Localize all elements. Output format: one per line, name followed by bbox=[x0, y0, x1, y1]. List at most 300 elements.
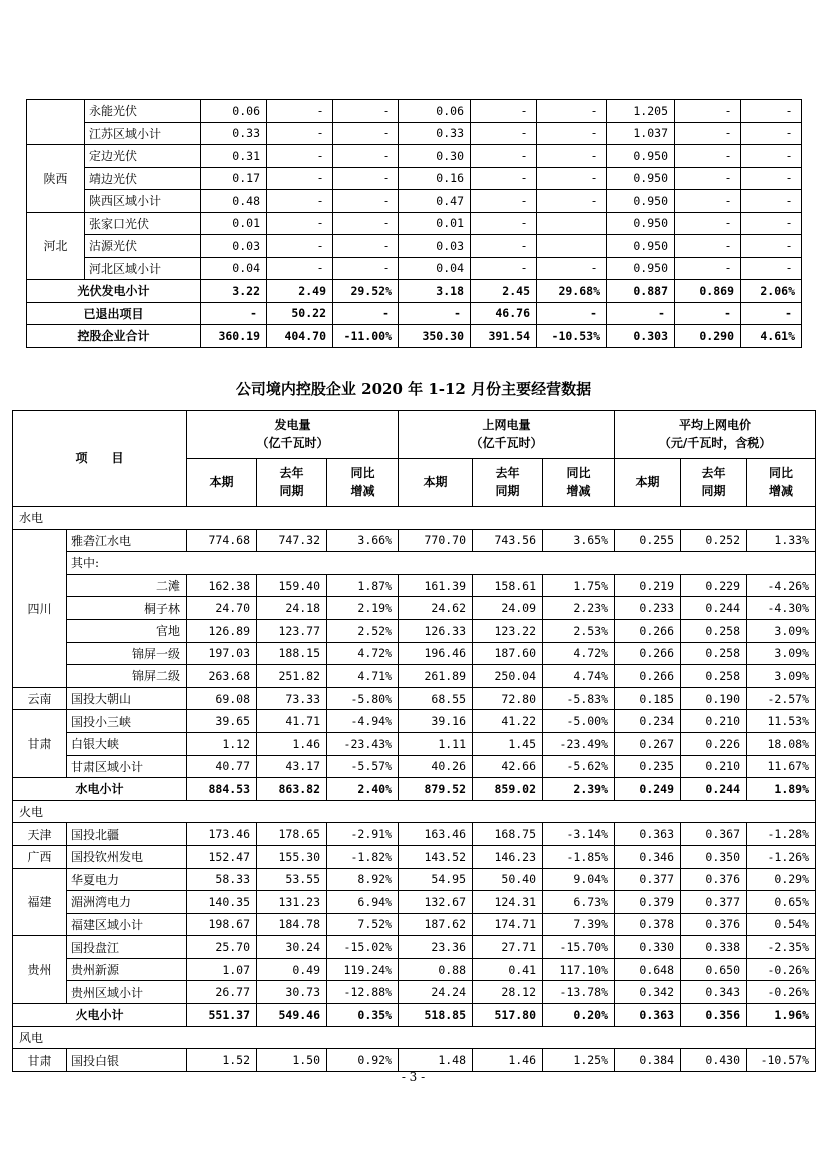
section-label: 风电 bbox=[13, 1026, 816, 1049]
header-grid bbox=[399, 411, 615, 459]
solar-continuation-table bbox=[26, 99, 802, 348]
value-cell: 2.39% bbox=[543, 778, 615, 801]
value-cell: -5.62% bbox=[543, 755, 615, 778]
value-cell: 119.24% bbox=[327, 958, 399, 981]
header-yoy-2: 增减 bbox=[566, 483, 591, 498]
value-cell: 0.01 bbox=[201, 212, 267, 235]
value-cell: - bbox=[471, 212, 537, 235]
value-cell: 0.377 bbox=[681, 891, 747, 914]
table-row bbox=[13, 936, 816, 959]
value-cell: 152.47 bbox=[187, 845, 257, 868]
value-cell: 0.377 bbox=[615, 868, 681, 891]
item-cell: 江苏区域小计 bbox=[85, 122, 201, 145]
table-row bbox=[27, 100, 802, 123]
total-label: 水电小计 bbox=[13, 778, 187, 801]
value-cell: - bbox=[675, 190, 741, 213]
value-cell: - bbox=[537, 100, 607, 123]
value-cell: 0.31 bbox=[201, 145, 267, 168]
value-cell: 0.346 bbox=[615, 845, 681, 868]
value-cell: 1.96% bbox=[747, 1004, 816, 1027]
value-cell: 0.950 bbox=[607, 235, 675, 258]
item-cell: 贵州区域小计 bbox=[67, 981, 187, 1004]
value-cell: 0.03 bbox=[201, 235, 267, 258]
value-cell: 173.46 bbox=[187, 823, 257, 846]
region-cell bbox=[27, 100, 85, 145]
value-cell: - bbox=[267, 257, 333, 280]
value-cell: - bbox=[537, 257, 607, 280]
header-yoy bbox=[327, 459, 399, 507]
total-row bbox=[27, 280, 802, 303]
value-cell: 163.46 bbox=[399, 823, 473, 846]
header-generation bbox=[187, 411, 399, 459]
value-cell: - bbox=[267, 212, 333, 235]
value-cell: 0.376 bbox=[681, 913, 747, 936]
value-cell: 0.47 bbox=[399, 190, 471, 213]
header-last-year-1: 去年 bbox=[279, 466, 304, 481]
header-generation-unit: （亿千瓦时） bbox=[256, 435, 329, 450]
value-cell: 42.66 bbox=[473, 755, 543, 778]
value-cell: - bbox=[741, 145, 802, 168]
header-current: 本期 bbox=[399, 459, 473, 507]
value-cell: 250.04 bbox=[473, 665, 543, 688]
header-yoy-1: 同比 bbox=[769, 466, 794, 481]
value-cell: 518.85 bbox=[399, 1004, 473, 1027]
header-last-year bbox=[473, 459, 543, 507]
item-cell: 永能光伏 bbox=[85, 100, 201, 123]
value-cell: 0.950 bbox=[607, 212, 675, 235]
value-cell: 6.73% bbox=[543, 891, 615, 914]
value-cell: 0.343 bbox=[681, 981, 747, 1004]
value-cell: 1.89% bbox=[747, 778, 816, 801]
value-cell: 1.52 bbox=[187, 1049, 257, 1072]
header-last-year bbox=[257, 459, 327, 507]
value-cell: - bbox=[675, 167, 741, 190]
section-row bbox=[13, 507, 816, 530]
value-cell: 0.92% bbox=[327, 1049, 399, 1072]
value-cell: 46.76 bbox=[471, 302, 537, 325]
value-cell: 198.67 bbox=[187, 913, 257, 936]
value-cell: -0.26% bbox=[747, 958, 816, 981]
value-cell: 0.20% bbox=[543, 1004, 615, 1027]
table-row bbox=[13, 845, 816, 868]
value-cell: 69.08 bbox=[187, 687, 257, 710]
value-cell: 0.210 bbox=[681, 710, 747, 733]
value-cell: -2.91% bbox=[327, 823, 399, 846]
value-cell: 4.72% bbox=[543, 642, 615, 665]
value-cell: 743.56 bbox=[473, 529, 543, 552]
value-cell: 261.89 bbox=[399, 665, 473, 688]
region-cell: 甘肃 bbox=[13, 1049, 67, 1072]
value-cell: - bbox=[267, 167, 333, 190]
value-cell: 0.190 bbox=[681, 687, 747, 710]
value-cell: 50.40 bbox=[473, 868, 543, 891]
value-cell: 747.32 bbox=[257, 529, 327, 552]
value-cell: 0.33 bbox=[399, 122, 471, 145]
value-cell: 0.330 bbox=[615, 936, 681, 959]
value-cell: 196.46 bbox=[399, 642, 473, 665]
value-cell: - bbox=[471, 145, 537, 168]
value-cell: 162.38 bbox=[187, 574, 257, 597]
value-cell: - bbox=[741, 122, 802, 145]
value-cell: 0.235 bbox=[615, 755, 681, 778]
value-cell: 0.376 bbox=[681, 868, 747, 891]
value-cell: 187.60 bbox=[473, 642, 543, 665]
total-label: 火电小计 bbox=[13, 1004, 187, 1027]
value-cell: - bbox=[333, 257, 399, 280]
value-cell: 0.356 bbox=[681, 1004, 747, 1027]
value-cell: 391.54 bbox=[471, 325, 537, 348]
table-row bbox=[27, 235, 802, 258]
header-last-year-2: 同期 bbox=[495, 483, 520, 498]
value-cell: - bbox=[399, 302, 471, 325]
value-cell: 40.26 bbox=[399, 755, 473, 778]
value-cell: 155.30 bbox=[257, 845, 327, 868]
value-cell: 30.24 bbox=[257, 936, 327, 959]
table-row bbox=[13, 913, 816, 936]
value-cell: 174.71 bbox=[473, 913, 543, 936]
value-cell: 2.49 bbox=[267, 280, 333, 303]
value-cell: 0.16 bbox=[399, 167, 471, 190]
value-cell: 126.89 bbox=[187, 619, 257, 642]
value-cell: 6.94% bbox=[327, 891, 399, 914]
value-cell: 0.378 bbox=[615, 913, 681, 936]
value-cell: -15.02% bbox=[327, 936, 399, 959]
table-row bbox=[13, 642, 816, 665]
value-cell: - bbox=[741, 212, 802, 235]
value-cell: 0.350 bbox=[681, 845, 747, 868]
value-cell: -1.28% bbox=[747, 823, 816, 846]
value-cell: 184.78 bbox=[257, 913, 327, 936]
table-row bbox=[13, 529, 816, 552]
value-cell: 53.55 bbox=[257, 868, 327, 891]
value-cell: 2.53% bbox=[543, 619, 615, 642]
value-cell: 146.23 bbox=[473, 845, 543, 868]
value-cell: 24.18 bbox=[257, 597, 327, 620]
value-cell: 4.72% bbox=[327, 642, 399, 665]
value-cell: 0.430 bbox=[681, 1049, 747, 1072]
value-cell: 4.61% bbox=[741, 325, 802, 348]
value-cell: -23.43% bbox=[327, 732, 399, 755]
table-row bbox=[13, 823, 816, 846]
value-cell: - bbox=[675, 145, 741, 168]
value-cell: - bbox=[333, 167, 399, 190]
value-cell: 0.648 bbox=[615, 958, 681, 981]
value-cell: 0.65% bbox=[747, 891, 816, 914]
value-cell: 774.68 bbox=[187, 529, 257, 552]
value-cell: 126.33 bbox=[399, 619, 473, 642]
value-cell: 11.53% bbox=[747, 710, 816, 733]
table-row bbox=[13, 755, 816, 778]
value-cell: 1.46 bbox=[257, 732, 327, 755]
value-cell bbox=[537, 212, 607, 235]
value-cell: 3.65% bbox=[543, 529, 615, 552]
item-cell: 国投小三峡 bbox=[67, 710, 187, 733]
region-cell: 四川 bbox=[13, 529, 67, 687]
item-cell: 张家口光伏 bbox=[85, 212, 201, 235]
value-cell: 0.88 bbox=[399, 958, 473, 981]
value-cell: 0.03 bbox=[399, 235, 471, 258]
value-cell: 131.23 bbox=[257, 891, 327, 914]
value-cell: -4.26% bbox=[747, 574, 816, 597]
value-cell: 863.82 bbox=[257, 778, 327, 801]
value-cell: 879.52 bbox=[399, 778, 473, 801]
table-row bbox=[13, 778, 816, 801]
value-cell: 0.363 bbox=[615, 823, 681, 846]
value-cell: 0.303 bbox=[607, 325, 675, 348]
value-cell: 9.04% bbox=[543, 868, 615, 891]
value-cell: 4.71% bbox=[327, 665, 399, 688]
value-cell: -1.26% bbox=[747, 845, 816, 868]
value-cell: 1.12 bbox=[187, 732, 257, 755]
value-cell: - bbox=[741, 190, 802, 213]
value-cell: 0.234 bbox=[615, 710, 681, 733]
value-cell: - bbox=[471, 257, 537, 280]
item-cell: 湄洲湾电力 bbox=[67, 891, 187, 914]
value-cell: -5.57% bbox=[327, 755, 399, 778]
value-cell: 11.67% bbox=[747, 755, 816, 778]
value-cell: 30.73 bbox=[257, 981, 327, 1004]
item-cell: 陕西区域小计 bbox=[85, 190, 201, 213]
total-row bbox=[27, 302, 802, 325]
value-cell: 0.54% bbox=[747, 913, 816, 936]
header-current: 本期 bbox=[187, 459, 257, 507]
value-cell: 0.887 bbox=[607, 280, 675, 303]
value-cell: 28.12 bbox=[473, 981, 543, 1004]
value-cell: 0.29% bbox=[747, 868, 816, 891]
value-cell: 2.06% bbox=[741, 280, 802, 303]
item-cell: 国投盘江 bbox=[67, 936, 187, 959]
item-cell: 华夏电力 bbox=[67, 868, 187, 891]
value-cell: 0.49 bbox=[257, 958, 327, 981]
value-cell: 2.23% bbox=[543, 597, 615, 620]
value-cell: 0.367 bbox=[681, 823, 747, 846]
table-row bbox=[13, 619, 816, 642]
value-cell: -10.57% bbox=[747, 1049, 816, 1072]
value-cell: 3.18 bbox=[399, 280, 471, 303]
value-cell: -4.30% bbox=[747, 597, 816, 620]
table-row bbox=[27, 122, 802, 145]
value-cell: - bbox=[267, 122, 333, 145]
header-yoy bbox=[747, 459, 816, 507]
value-cell: 159.40 bbox=[257, 574, 327, 597]
value-cell: 551.37 bbox=[187, 1004, 257, 1027]
value-cell: 263.68 bbox=[187, 665, 257, 688]
value-cell: - bbox=[471, 100, 537, 123]
item-cell: 二滩 bbox=[67, 574, 187, 597]
value-cell: 41.22 bbox=[473, 710, 543, 733]
value-cell: 2.52% bbox=[327, 619, 399, 642]
value-cell: 18.08% bbox=[747, 732, 816, 755]
value-cell: 0.17 bbox=[201, 167, 267, 190]
item-cell: 沽源光伏 bbox=[85, 235, 201, 258]
value-cell: 0.950 bbox=[607, 167, 675, 190]
value-cell: - bbox=[675, 235, 741, 258]
value-cell: 1.46 bbox=[473, 1049, 543, 1072]
value-cell: 0.255 bbox=[615, 529, 681, 552]
value-cell: 0.185 bbox=[615, 687, 681, 710]
value-cell: 188.15 bbox=[257, 642, 327, 665]
value-cell: 0.219 bbox=[615, 574, 681, 597]
header-yoy-1: 同比 bbox=[566, 466, 591, 481]
value-cell: 1.48 bbox=[399, 1049, 473, 1072]
header-grid-unit: （亿千瓦时） bbox=[470, 435, 543, 450]
value-cell: 58.33 bbox=[187, 868, 257, 891]
value-cell: 197.03 bbox=[187, 642, 257, 665]
value-cell: -5.80% bbox=[327, 687, 399, 710]
value-cell: 140.35 bbox=[187, 891, 257, 914]
value-cell: 0.30 bbox=[399, 145, 471, 168]
value-cell: - bbox=[675, 257, 741, 280]
item-cell: 靖边光伏 bbox=[85, 167, 201, 190]
value-cell: -13.78% bbox=[543, 981, 615, 1004]
table-row bbox=[13, 1049, 816, 1072]
value-cell: 7.39% bbox=[543, 913, 615, 936]
subheading-row bbox=[13, 552, 816, 575]
value-cell: 0.342 bbox=[615, 981, 681, 1004]
value-cell: 4.74% bbox=[543, 665, 615, 688]
value-cell: -4.94% bbox=[327, 710, 399, 733]
header-yoy bbox=[543, 459, 615, 507]
value-cell: 8.92% bbox=[327, 868, 399, 891]
value-cell: 1.75% bbox=[543, 574, 615, 597]
value-cell: 39.65 bbox=[187, 710, 257, 733]
value-cell: 0.48 bbox=[201, 190, 267, 213]
value-cell: 0.266 bbox=[615, 665, 681, 688]
value-cell: 2.19% bbox=[327, 597, 399, 620]
value-cell: 43.17 bbox=[257, 755, 327, 778]
value-cell: 143.52 bbox=[399, 845, 473, 868]
value-cell: 0.33 bbox=[201, 122, 267, 145]
header-price-unit: （元/千瓦时，含税） bbox=[658, 435, 772, 450]
header-price bbox=[615, 411, 816, 459]
value-cell: - bbox=[675, 100, 741, 123]
value-cell: -1.82% bbox=[327, 845, 399, 868]
value-cell: - bbox=[267, 145, 333, 168]
value-cell: 39.16 bbox=[399, 710, 473, 733]
value-cell: 161.39 bbox=[399, 574, 473, 597]
value-cell: -23.49% bbox=[543, 732, 615, 755]
region-cell: 贵州 bbox=[13, 936, 67, 1004]
item-cell: 官地 bbox=[67, 619, 187, 642]
value-cell: 0.950 bbox=[607, 190, 675, 213]
value-cell: - bbox=[741, 167, 802, 190]
value-cell: 360.19 bbox=[201, 325, 267, 348]
value-cell: - bbox=[741, 302, 802, 325]
table-row bbox=[13, 665, 816, 688]
value-cell: 549.46 bbox=[257, 1004, 327, 1027]
value-cell: - bbox=[537, 302, 607, 325]
total-row bbox=[27, 325, 802, 348]
value-cell: 123.77 bbox=[257, 619, 327, 642]
value-cell: -2.57% bbox=[747, 687, 816, 710]
value-cell: 1.25% bbox=[543, 1049, 615, 1072]
table-row bbox=[13, 958, 816, 981]
value-cell: 68.55 bbox=[399, 687, 473, 710]
header-item: 项 目 bbox=[13, 411, 187, 507]
region-cell: 陕西 bbox=[27, 145, 85, 213]
value-cell: - bbox=[537, 190, 607, 213]
item-cell: 桐子林 bbox=[67, 597, 187, 620]
header-price-label: 平均上网电价 bbox=[679, 418, 752, 433]
table-row bbox=[27, 145, 802, 168]
value-cell: 770.70 bbox=[399, 529, 473, 552]
value-cell: 23.36 bbox=[399, 936, 473, 959]
value-cell: -5.83% bbox=[543, 687, 615, 710]
value-cell: -0.26% bbox=[747, 981, 816, 1004]
value-cell: 0.244 bbox=[681, 778, 747, 801]
value-cell: 0.363 bbox=[615, 1004, 681, 1027]
value-cell: 168.75 bbox=[473, 823, 543, 846]
value-cell: 0.252 bbox=[681, 529, 747, 552]
value-cell: 0.379 bbox=[615, 891, 681, 914]
value-cell: 3.09% bbox=[747, 665, 816, 688]
value-cell: 0.01 bbox=[399, 212, 471, 235]
value-cell: 0.226 bbox=[681, 732, 747, 755]
value-cell: -12.88% bbox=[327, 981, 399, 1004]
value-cell: 0.650 bbox=[681, 958, 747, 981]
value-cell: - bbox=[471, 122, 537, 145]
value-cell: 158.61 bbox=[473, 574, 543, 597]
item-cell: 定边光伏 bbox=[85, 145, 201, 168]
value-cell: 124.31 bbox=[473, 891, 543, 914]
header-last-year-2: 同期 bbox=[279, 483, 304, 498]
value-cell: 26.77 bbox=[187, 981, 257, 1004]
table-row bbox=[27, 190, 802, 213]
total-label: 已退出项目 bbox=[27, 302, 201, 325]
value-cell: 3.66% bbox=[327, 529, 399, 552]
value-cell: 0.267 bbox=[615, 732, 681, 755]
value-cell: -15.70% bbox=[543, 936, 615, 959]
value-cell: 0.233 bbox=[615, 597, 681, 620]
header-row-1 bbox=[13, 411, 816, 459]
region-cell: 甘肃 bbox=[13, 710, 67, 778]
value-cell: - bbox=[471, 190, 537, 213]
header-yoy-2: 增减 bbox=[769, 483, 794, 498]
value-cell: 0.244 bbox=[681, 597, 747, 620]
value-cell: 0.229 bbox=[681, 574, 747, 597]
value-cell: - bbox=[607, 302, 675, 325]
value-cell: 0.384 bbox=[615, 1049, 681, 1072]
value-cell: 27.71 bbox=[473, 936, 543, 959]
value-cell: 1.45 bbox=[473, 732, 543, 755]
value-cell: 29.52% bbox=[333, 280, 399, 303]
value-cell: 25.70 bbox=[187, 936, 257, 959]
item-cell: 甘肃区域小计 bbox=[67, 755, 187, 778]
table-row bbox=[27, 167, 802, 190]
item-cell: 国投北疆 bbox=[67, 823, 187, 846]
value-cell: 2.40% bbox=[327, 778, 399, 801]
value-cell: 0.869 bbox=[675, 280, 741, 303]
value-cell: 0.249 bbox=[615, 778, 681, 801]
value-cell: 72.80 bbox=[473, 687, 543, 710]
value-cell: - bbox=[267, 235, 333, 258]
total-label: 光伏发电小计 bbox=[27, 280, 201, 303]
item-cell: 锦屏一级 bbox=[67, 642, 187, 665]
value-cell: - bbox=[333, 100, 399, 123]
value-cell: 0.04 bbox=[201, 257, 267, 280]
section-label: 水电 bbox=[13, 507, 816, 530]
item-cell: 河北区域小计 bbox=[85, 257, 201, 280]
total-label: 控股企业合计 bbox=[27, 325, 201, 348]
item-cell: 贵州新源 bbox=[67, 958, 187, 981]
value-cell: 0.35% bbox=[327, 1004, 399, 1027]
value-cell: 7.52% bbox=[327, 913, 399, 936]
value-cell: 1.33% bbox=[747, 529, 816, 552]
table-row bbox=[13, 687, 816, 710]
subheading-label: 其中: bbox=[67, 552, 816, 575]
value-cell: 350.30 bbox=[399, 325, 471, 348]
region-cell: 天津 bbox=[13, 823, 67, 846]
